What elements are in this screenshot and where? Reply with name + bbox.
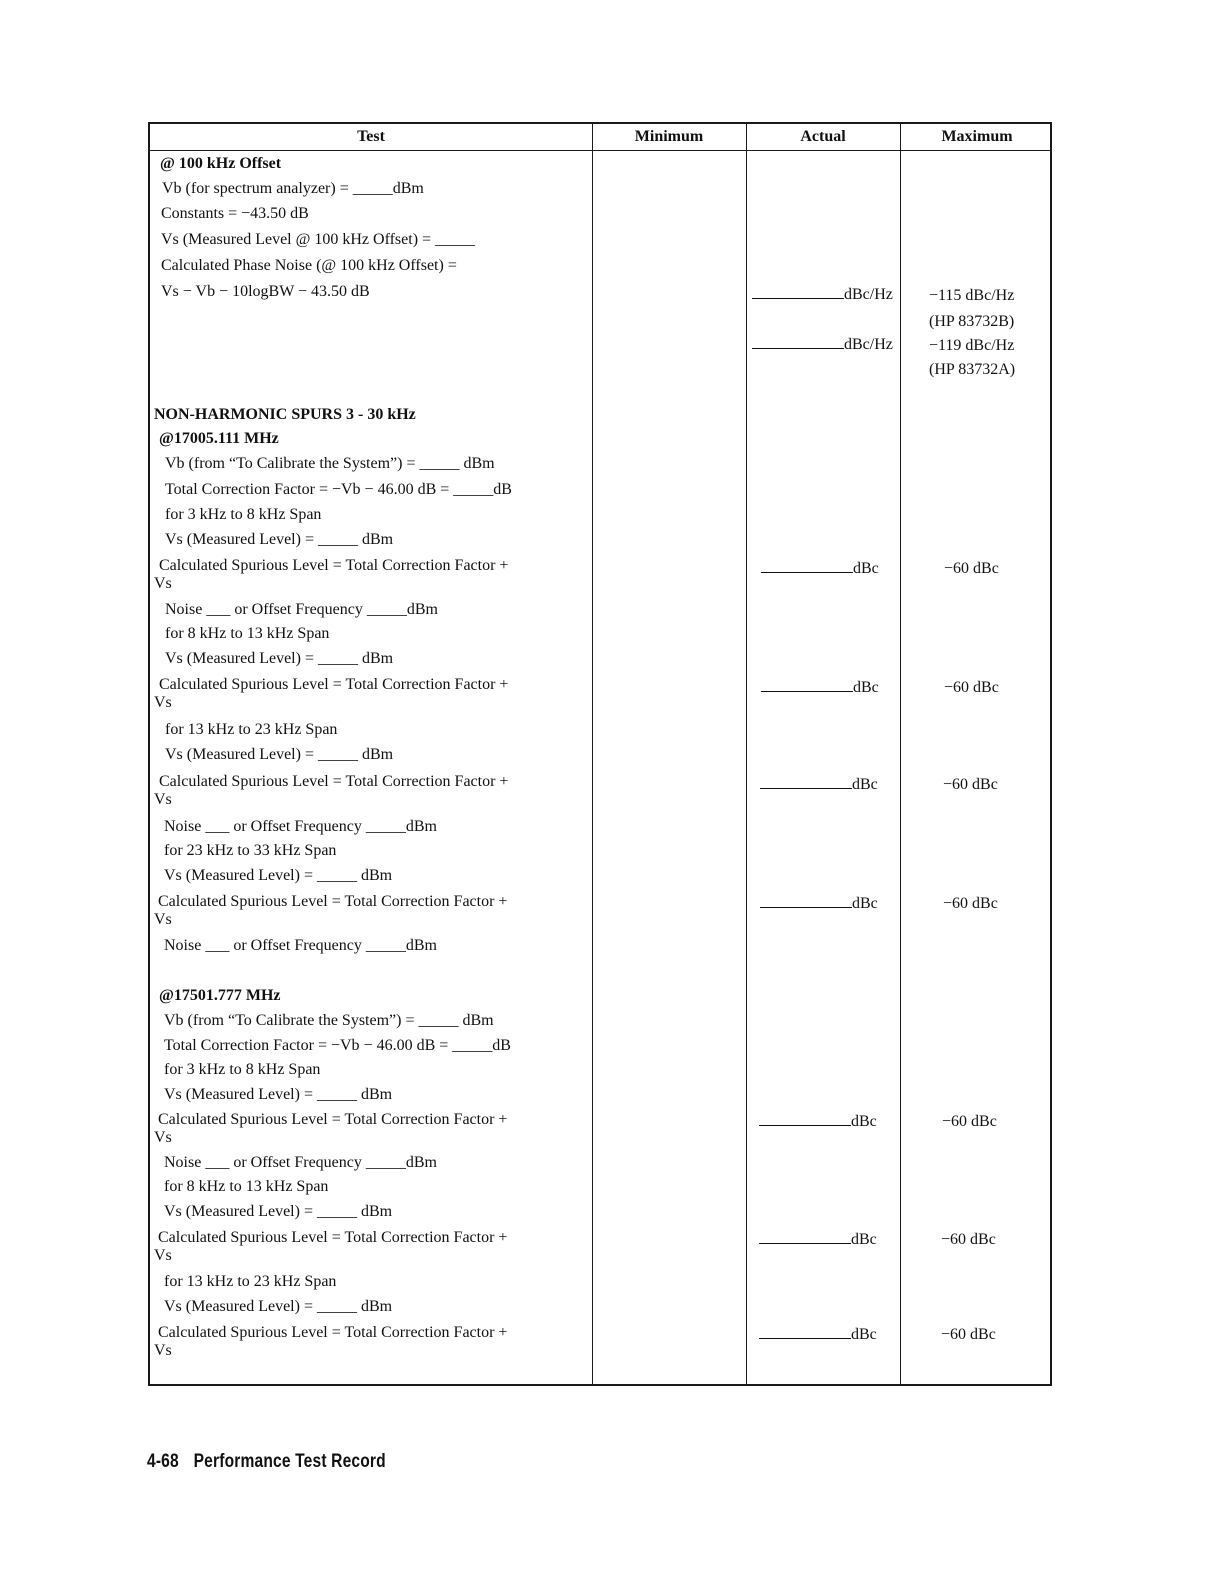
maximum-value: −60 dBc [943,895,998,912]
test-line: Calculated Spurious Level = Total Correction Factor + [158,1111,508,1128]
header-divider [150,150,1050,151]
test-line: Vs [154,575,172,592]
test-line: Vb (from “To Calibrate the System”) = _____ dBm [165,455,495,472]
test-line: Vs [154,791,172,808]
maximum-value: −60 dBc [943,776,998,793]
performance-test-table [148,122,1052,1386]
section-title: Performance Test Record [193,1451,386,1472]
span-heading: for 8 kHz to 13 kHz Span [164,1178,329,1195]
section-heading: @ 100 kHz Offset [160,155,282,172]
span-heading: for 3 kHz to 8 kHz Span [164,1061,321,1078]
header-minimum: Minimum [634,128,704,145]
test-line: Vs (Measured Level) = _____ dBm [164,867,393,884]
maximum-value: −60 dBc [944,560,999,577]
frequency-heading: @17005.111 MHz [159,430,279,447]
test-line: Vs [154,694,172,711]
test-line: Vs − Vb − 10logBW − 43.50 dB [161,283,370,300]
test-line: Calculated Spurious Level = Total Correction Factor + [159,557,509,574]
maximum-note: (HP 83732A) [929,361,1016,378]
span-heading: for 3 kHz to 8 kHz Span [165,506,322,523]
header-test: Test [357,128,385,145]
frequency-heading: @17501.777 MHz [159,987,281,1004]
test-line: Vs [154,1129,172,1146]
test-line: Calculated Spurious Level = Total Correction Factor + [159,773,509,790]
column-divider [592,124,593,1384]
actual-entry[interactable]: dBc/Hz [752,286,893,304]
span-heading: for 23 kHz to 33 kHz Span [164,842,337,859]
actual-entry[interactable]: dBc [759,1113,877,1131]
page-footer [147,1451,386,1473]
span-heading: for 13 kHz to 23 kHz Span [165,721,338,738]
maximum-note: (HP 83732B) [929,313,1015,330]
test-line: Calculated Spurious Level = Total Correction Factor + [158,1229,508,1246]
test-line: Vb (for spectrum analyzer) = _____dBm [162,180,424,197]
test-line: Vs (Measured Level) = _____ dBm [165,746,394,763]
test-line: Vs (Measured Level) = _____ dBm [164,1298,393,1315]
header-actual: Actual [800,128,846,145]
test-line: Noise ___ or Offset Frequency _____dBm [164,1154,437,1171]
section-heading: NON-HARMONIC SPURS 3 - 30 kHz [154,406,416,423]
column-divider [900,124,901,1384]
actual-entry[interactable]: dBc [760,776,878,794]
test-line: Calculated Phase Noise (@ 100 kHz Offset) = [161,257,457,274]
maximum-value: −60 dBc [944,679,999,696]
span-heading: for 13 kHz to 23 kHz Span [164,1273,337,1290]
test-line: Constants = −43.50 dB [161,205,309,222]
test-line: Total Correction Factor = −Vb − 46.00 dB = _____dB [165,481,512,498]
maximum-value: −60 dBc [941,1326,996,1343]
maximum-value: −60 dBc [941,1231,996,1248]
test-line: Vs (Measured Level) = _____ dBm [165,531,394,548]
test-line: Calculated Spurious Level = Total Correction Factor + [158,893,508,910]
test-line: Vs (Measured Level @ 100 kHz Offset) = _____ [161,231,476,248]
test-line: Calculated Spurious Level = Total Correction Factor + [159,676,509,693]
actual-entry[interactable]: dBc [761,679,879,697]
header-maximum: Maximum [941,128,1013,145]
test-line: Vs [154,1342,172,1359]
test-line: Noise ___ or Offset Frequency _____dBm [164,937,437,954]
test-line: Vs [154,911,172,928]
test-line: Noise ___ or Offset Frequency _____dBm [165,601,438,618]
page-number: 4-68 [147,1451,179,1472]
maximum-value: −119 dBc/Hz [929,337,1015,354]
actual-entry[interactable]: dBc [760,895,878,913]
test-line: Vb (from “To Calibrate the System”) = _____ dBm [164,1012,494,1029]
maximum-value: −115 dBc/Hz [929,287,1015,304]
span-heading: for 8 kHz to 13 kHz Span [165,625,330,642]
actual-entry[interactable]: dBc [759,1231,877,1249]
test-line: Vs [154,1247,172,1264]
test-line: Calculated Spurious Level = Total Correction Factor + [158,1324,508,1341]
actual-entry[interactable]: dBc [759,1326,877,1344]
test-line: Noise ___ or Offset Frequency _____dBm [164,818,437,835]
actual-entry[interactable]: dBc/Hz [752,336,893,354]
actual-entry[interactable]: dBc [761,560,879,578]
test-line: Total Correction Factor = −Vb − 46.00 dB = _____dB [164,1037,511,1054]
column-divider [746,124,747,1384]
maximum-value: −60 dBc [942,1113,997,1130]
test-line: Vs (Measured Level) = _____ dBm [165,650,394,667]
test-line: Vs (Measured Level) = _____ dBm [164,1086,393,1103]
test-line: Vs (Measured Level) = _____ dBm [164,1203,393,1220]
